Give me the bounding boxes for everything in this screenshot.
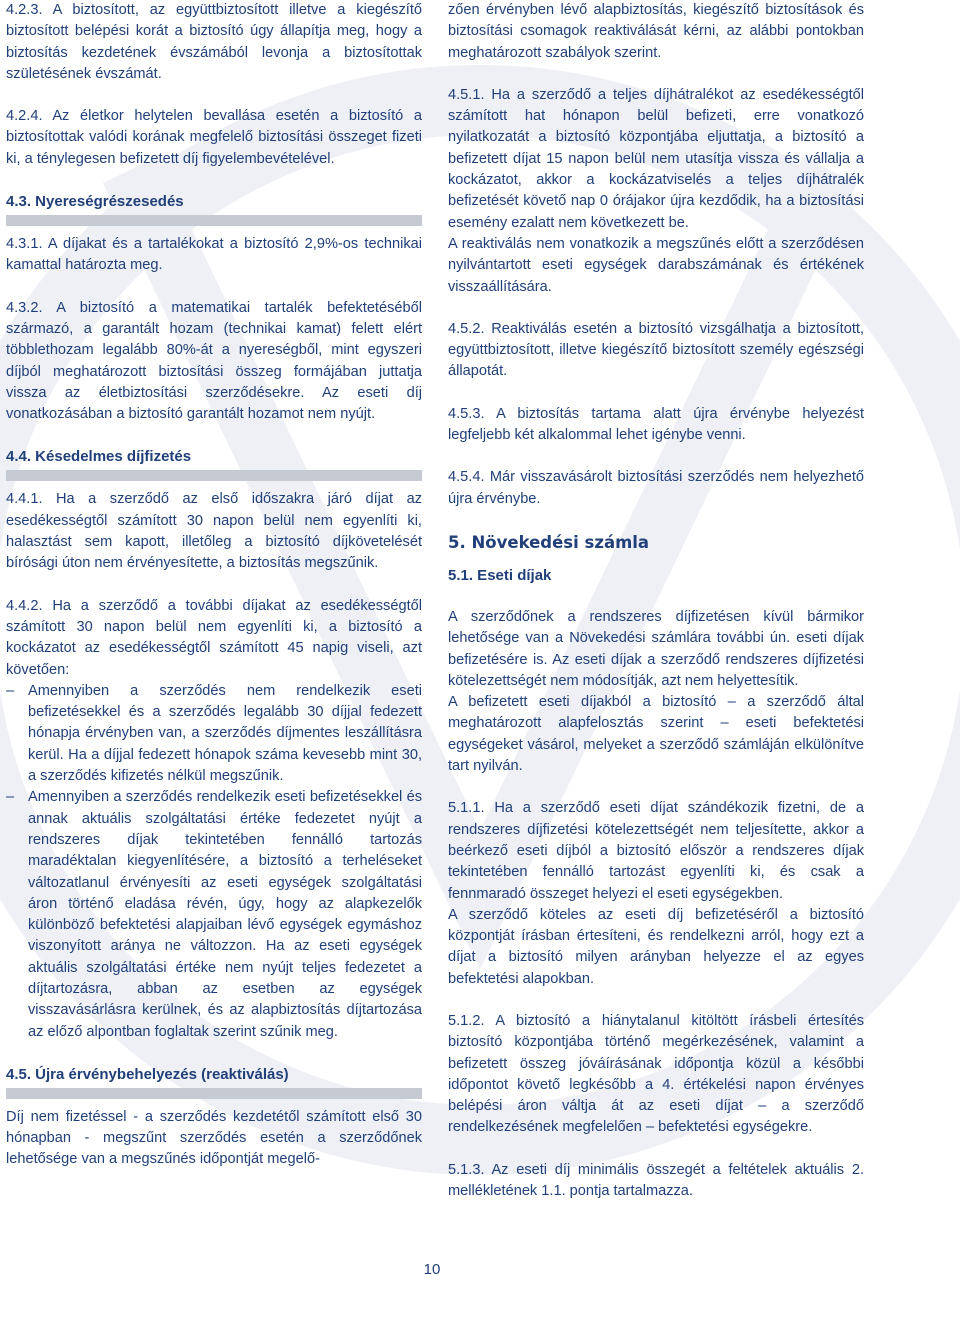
heading-5-1: 5.1. Eseti díjak: [448, 566, 552, 584]
heading-5: 5. Növekedési számla: [448, 532, 650, 552]
para-5-1-b: A befizetett eseti díjakból a biztosító – a szerződő által meghatározott alapfelosztás szerint – eseti befektetési egységeket vásárol, melyeket a szerződő számláján elkülönítve tart nyilván.: [448, 694, 864, 775]
heading-4-4: 4.4. Késedelmes díjfizetés: [6, 448, 192, 466]
para-5-1-1-b: A szerződő köteles az eseti díj befizetéséről a biztosító központját írásban értesíteni, és rendelkezni arról, hogy ezt a díjat a biztosító milyen arányban helyezze el az egyes befektetési alapokban.: [448, 906, 864, 987]
para-4-5-4: 4.5.4. Már visszavásárolt biztosítási szerződés nem helyezhető újra érvénybe.: [448, 469, 864, 507]
right-column: [448, 0, 864, 1202]
heading-4-5: 4.5. Újra érvénybehelyezés (reaktiválás): [6, 1065, 289, 1083]
page-number: 10: [423, 1261, 441, 1278]
dash-bullet: –: [6, 682, 15, 699]
para-4-5-3: 4.5.3. A biztosítás tartama alatt újra érvénybe helyezést legfeljebb két alkalommal lehet igénybe venni.: [448, 405, 864, 444]
para-4-2-3: 4.2.3. A biztosított, az együttbiztosított illetve a kiegészítő biztosított belépési korát a biztosító úgy állapítja meg, hogy a biztosítás kezdetének évszámából levonja a biztosítottak születésének évszámát.: [6, 2, 422, 82]
para-4-5-intro: Díj nem fizetéssel - a szerződés kezdetétől számított első 30 hónapban - megszűnt szerződés esetén a szerződőnek lehetősége van a megszűnés időpontját megelő-: [6, 1108, 422, 1168]
para-5-1-3: 5.1.3. Az eseti díj minimális összegét a feltételek aktuális 2. mellékletének 1.1. pontja tartalmazza.: [448, 1161, 864, 1200]
left-column: [6, 0, 422, 1171]
para-4-3-2: 4.3.2. A biztosító a matematikai tartalék befektetéséből származó, a garantált hozam (technikai kamat) felett elért többlethozam legalább 80%-át a nyereségből, mint egyszeri díjból meghatározott biztosítási összeg formájában juttatja vissza az életbiztosítási szerződésekre. Az eseti díj vonatkozásában a biztosító garantált hozamot nem nyújt.: [6, 299, 422, 423]
list-item-text: Amennyiben a szerződés rendelkezik eseti befizetésekkel és annak aktuális szolgáltatási értéke fedezetet nyújt a rendszeres díjak tekintetében fennálló tartozás maradéktalan kiegyenlítésére, a biztosító a terheléseket változatlanul érvényesíti az eseti egységek szolgáltatási áron történő eladása révén, úgy, hogy az alapkezelők különböző befektetési alapjaiban lévő egységek egymáshoz viszonyított aránya ne változzon. Ha az eseti egységek aktuális szolgáltatási értéke nem nyújt teljes fedezetet a díjtartozásra, abban az esetben az egységek visszavásárlásra kerülnek, és az alapbiztosítás díjtartozása az előző alpontban foglaltak szerint szűnik meg.: [28, 789, 422, 1040]
list-item: [6, 787, 422, 1043]
para-4-5-continued: zően érvényben lévő alapbiztosítás, kiegészítő biztosítások és biztosítási csomagok reaktiválását kérni, az alábbi pontokban meghatározott szabályok szerint.: [448, 2, 864, 61]
dash-bullet: –: [6, 789, 15, 806]
section-bar: [6, 1088, 422, 1099]
para-5-1-2: 5.1.2. A biztosító a hiánytalanul kitöltött írásbeli értesítés biztosító központjába történő megérkezésének, valamint a befizetett összeg jóváírásának időpontja közül a későbbi időpontot követő legkésőbb a 4. értékelési napon érvényes belépési áron váltja át az eseti díjat – a szerződő rendelkezésének megfelelően – befektetési egységekre.: [448, 1012, 864, 1136]
para-4-5-1: 4.5.1. Ha a szerződő a teljes díjhátralékot az esedékességtől számított hat hónapon belül befizeti, erre vonatkozó nyilatkozatát a biztosító központjába eljuttatja, a biztosító a befizetett díjat 15 napon belül nem utasítja vissza és vállalja a kockázatot, akkor a kockázatviselés a teljes díjhátralék befizetését követő nap 0 órájakor újra kezdődik, ha a biztosítási esemény ezalatt nem következett be.: [448, 86, 864, 231]
section-bar: [6, 215, 422, 226]
heading-4-3: 4.3. Nyereségrészesedés: [6, 193, 184, 211]
para-4-4-1: 4.4.1. Ha a szerződő az első időszakra járó díjat az esedékességtől számított 30 napon belül nem egyenlíti ki, halasztást sem kapott, illetőleg a biztosító díjkövetelését bírósági úton nem érvényesítette, a biztosítás megszűnik.: [6, 491, 422, 572]
para-4-4-2: 4.4.2. Ha a szerződő a további díjakat az esedékességtől számított 30 napon belül nem egyenlíti ki, a biztosító a kockázatot az esedékességtől számított 45 napig viseli, azt követően:: [6, 597, 422, 678]
para-4-2-4: 4.2.4. Az életkor helytelen bevallása esetén a biztosító a biztosítottak valódi korának megfelelő biztosítási összeget fizeti ki, a ténylegesen befizetett díj figyelembevételével.: [6, 108, 422, 167]
para-4-3-1: 4.3.1. A díjakat és a tartalékokat a biztosító 2,9%-os technikai kamattal határozta meg.: [6, 236, 422, 274]
para-4-5-2: 4.5.2. Reaktiválás esetén a biztosító vizsgálhatja a biztosított, együttbiztosított, illetve kiegészítő biztosított személy egészségi állapotát.: [448, 320, 864, 380]
list-item: [6, 681, 422, 787]
para-5-1-1: 5.1.1. Ha a szerződő eseti díjat szándékozik fizetni, de a rendszeres díjfizetési kötelezettségét nem teljesítette, akkor a beérkező eseti díjból a biztosító először a rendszeres díjak tekintetében fennálló tartozást egyenlíti ki, és csak a fennmaradó összeget helyezi el eseti egységekben.: [448, 800, 864, 902]
list-item-text: Amennyiben a szerződés nem rendelkezik eseti befizetésekkel és a szerződés legalább 30 díjjal fedezett hónapja érvényben van, a szerződés díjmentes leszállításra kerül. Ha a díjjal fedezett hónapok száma kevesebb mint 30, a szerződés kifizetés nélkül megszűnik.: [28, 682, 422, 785]
para-4-5-1-b: A reaktiválás nem vonatkozik a megszűnés előtt a szerződésen nyilvántartott eseti egységek darabszámának és értékének visszaállítására.: [448, 235, 864, 295]
section-bar: [6, 470, 422, 481]
para-5-1-a: A szerződőnek a rendszeres díjfizetésen kívül bármikor lehetősége van a Növekedési számlára további ún. eseti díjak befizetésére is. Az eseti díjak a szerződő rendszeres díjfizetési kötelezettségét nem módosítják, azt nem helyettesítik.: [448, 608, 864, 689]
